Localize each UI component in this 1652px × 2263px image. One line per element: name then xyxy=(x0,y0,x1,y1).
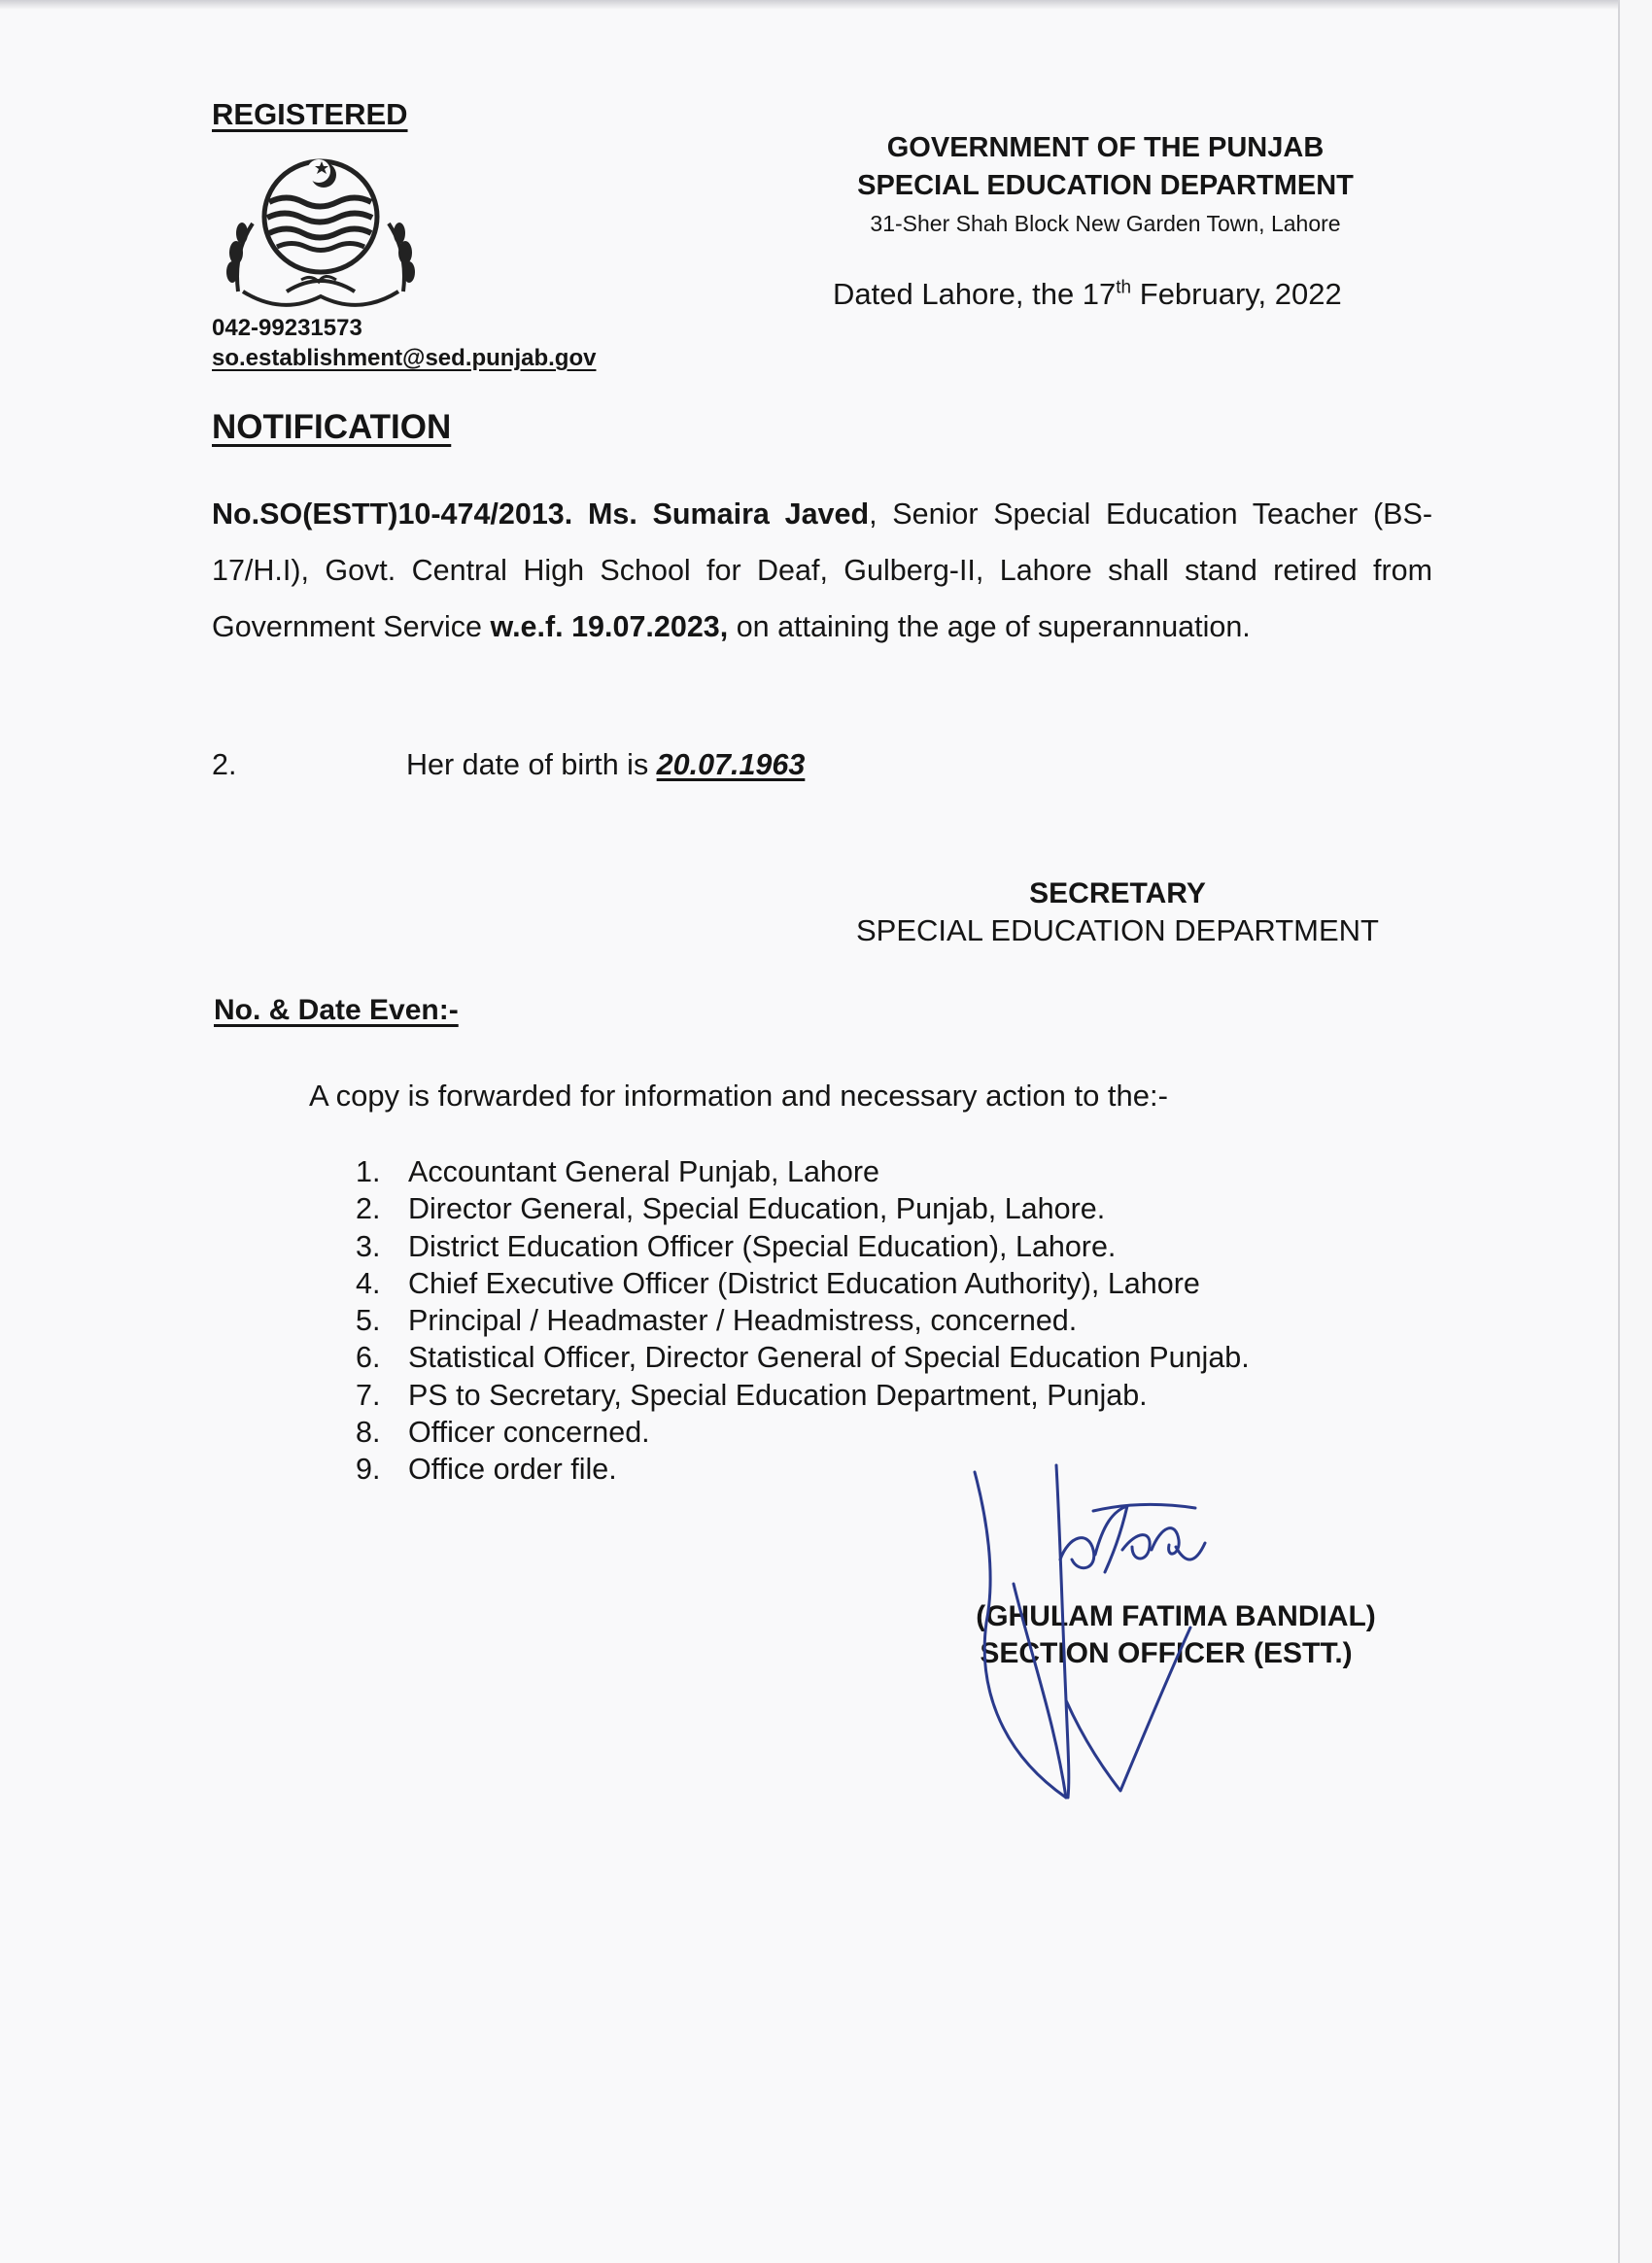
phone-number: 042-99231573 xyxy=(212,315,362,341)
endorsement-intro: A copy is forwarded for information and necessary action to the:- xyxy=(309,1079,1168,1113)
paragraph-number: 2. xyxy=(212,748,237,781)
registered-label: REGISTERED xyxy=(212,97,408,131)
list-item-number: 6. xyxy=(356,1341,381,1375)
list-item-number: 5. xyxy=(356,1304,381,1338)
dated-line xyxy=(833,277,1342,312)
list-item-number: 9. xyxy=(356,1453,381,1487)
list-item-number: 8. xyxy=(356,1416,381,1450)
dated-suffix: February, 2022 xyxy=(1131,277,1342,311)
notification-paragraph xyxy=(212,486,1432,655)
list-item-text: Officer concerned. xyxy=(408,1416,650,1450)
list-item-number: 4. xyxy=(356,1266,381,1300)
list-item-text: Statistical Officer, Director General of Special Education Punjab. xyxy=(408,1341,1250,1375)
dob-text: Her date of birth is xyxy=(406,748,657,781)
list-item xyxy=(356,1190,1250,1227)
list-item-number: 3. xyxy=(356,1229,381,1263)
secretary-department: SPECIAL EDUCATION DEPARTMENT xyxy=(856,913,1379,947)
list-item-text: District Education Officer (Special Education), Lahore. xyxy=(408,1229,1117,1263)
dated-ordinal: th xyxy=(1116,277,1132,298)
date-of-birth-line xyxy=(406,748,805,782)
date-of-birth: 20.07.1963 xyxy=(656,748,806,781)
recipient-list xyxy=(356,1153,1250,1489)
list-item-text: Chief Executive Officer (District Education Authority), Lahore xyxy=(408,1266,1200,1300)
department-address: 31-Sher Shah Block New Garden Town, Lahore xyxy=(870,211,1341,236)
list-item-text: Office order file. xyxy=(408,1453,617,1487)
dated-prefix: Dated Lahore, the 17 xyxy=(833,277,1117,311)
list-item-text: Director General, Special Education, Punjab, Lahore. xyxy=(408,1192,1106,1226)
handwritten-signature-icon xyxy=(957,1457,1239,1817)
paragraph-text-2: on attaining the age of superannuation. xyxy=(728,610,1251,643)
list-item-text: Accountant General Punjab, Lahore xyxy=(408,1155,879,1188)
punjab-government-seal-icon xyxy=(219,146,423,311)
paragraph-text-1: , Senior Special Education Teacher (BS-17/H.I), Govt. Central High School for Deaf, Gulberg-II, Lahore shall stand retired from Government Service xyxy=(212,497,1433,643)
department-heading: SPECIAL EDUCATION DEPARTMENT xyxy=(857,170,1354,201)
section-officer-name: (GHULAM FATIMA BANDIAL) xyxy=(976,1600,1376,1632)
list-item xyxy=(356,1377,1250,1414)
signature-strokes xyxy=(957,1457,1239,1817)
list-item-number: 1. xyxy=(356,1155,381,1188)
employee-name: Ms. Sumaira Javed xyxy=(587,497,870,531)
government-heading: GOVERNMENT OF THE PUNJAB xyxy=(886,132,1325,163)
section-officer-designation: SECTION OFFICER (ESTT.) xyxy=(980,1637,1353,1669)
list-item-number: 7. xyxy=(356,1378,381,1412)
list-item xyxy=(356,1302,1250,1339)
effective-date: w.e.f. 19.07.2023, xyxy=(490,610,729,643)
notification-title: NOTIFICATION xyxy=(212,408,452,446)
seal-graphic xyxy=(219,146,423,311)
paper-top-shadow xyxy=(0,0,1618,10)
email-link[interactable]: so.establishment@sed.punjab.gov xyxy=(212,345,597,371)
list-item xyxy=(356,1414,1250,1451)
reference-number: No.SO(ESTT)10-474/2013. xyxy=(212,497,573,531)
list-item xyxy=(356,1339,1250,1376)
list-item-text: Principal / Headmaster / Headmistress, concerned. xyxy=(408,1304,1078,1338)
endorsement-heading: No. & Date Even:- xyxy=(214,994,459,1026)
list-item-number: 2. xyxy=(356,1192,381,1226)
list-item xyxy=(356,1153,1250,1190)
list-item xyxy=(356,1228,1250,1265)
list-item-text: PS to Secretary, Special Education Department, Punjab. xyxy=(408,1378,1148,1412)
secretary-title: SECRETARY xyxy=(1029,877,1206,909)
list-item xyxy=(356,1265,1250,1302)
